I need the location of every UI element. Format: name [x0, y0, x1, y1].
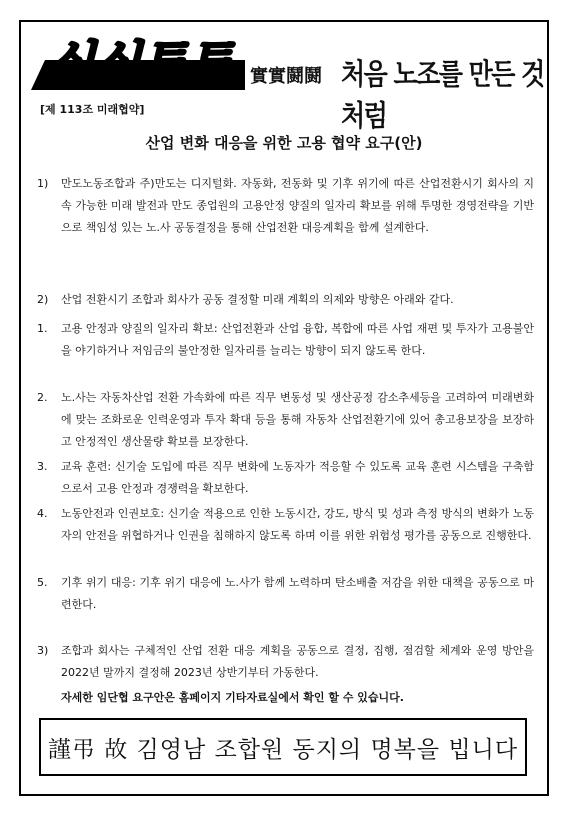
item-text: 산업 전환시기 조합과 회사가 공동 결정할 미래 계획의 의제와 방향은 아래와 같다.: [61, 293, 454, 306]
list-item: [37, 456, 534, 500]
list-item: [37, 289, 534, 311]
list-item: [37, 572, 534, 616]
header-slogan: 처음 노조를 만든 것 처럼: [341, 57, 544, 133]
item-number: 1.: [37, 322, 48, 335]
item-text: 고용 안정과 양질의 일자리 확보: 산업전환과 산업 융합, 복합에 따른 사업 재편 및 투자가 고용불안을 야기하거나 저임금의 불안정한 일자리를 늘리는 방향이 되지 않도록 한다.: [61, 322, 534, 357]
item-number: 5.: [37, 576, 48, 589]
item-text: 노동안전과 인권보호: 신기술 적용으로 인한 노동시간, 강도, 방식 및 성과 측정 방식의 변화가 노동자의 안전을 위협하거나 인권을 침해하지 않도록 하며 이를 위한 위험성 평가를 공동으로 진행한다.: [61, 507, 534, 542]
list-item: [37, 640, 534, 684]
item-number: 3.: [37, 460, 48, 473]
item-number: 4.: [37, 507, 48, 520]
item-number: 3): [37, 644, 49, 657]
item-text: 교육 훈련: 신기술 도입에 따른 직무 변화에 노동자가 적응할 수 있도록 교육 훈련 시스템을 구축함으로서 고용 안정과 경쟁력을 확보한다.: [61, 460, 534, 495]
item-text: 기후 위기 대응: 기후 위기 대응에 노.사가 함께 노력하며 탄소배출 저감을 위한 대책을 공동으로 마련한다.: [61, 576, 534, 611]
item-number: 1): [37, 177, 49, 190]
article-number: [제 113조 미래협약]: [40, 103, 145, 116]
homepage-note: 자세한 임단협 요구안은 홈페이지 기타자료실에서 확인 할 수 있습니다.: [61, 691, 404, 704]
item-number: 2): [37, 293, 49, 306]
list-item: [37, 503, 534, 547]
memorial-text: 謹弔 故 김영남 조합원 동지의 명복을 빕니다: [47, 736, 519, 763]
item-text: 노.사는 자동차산업 전환 가속화에 따른 직무 변동성 및 생산공정 감소추세등을 고려하여 미래변화에 맞는 조화로운 인력운영과 투자 확대 등을 통해 자동차 산업전환기에 있어 총고용보장을 보장하고 안정적인 생산물량 확보를 보장한다.: [61, 391, 534, 448]
logo: [31, 32, 245, 90]
item-number: 2.: [37, 391, 48, 404]
item-text: 만도노동조합과 주)만도는 디지털화. 자동화, 전동화 및 기후 위기에 따른 산업전환시기 회사의 지속 가능한 미래 발전과 만도 종업원의 고용안정 양질의 일자리 확보를 위해 투명한 경영전략을 기반으로 책임성 있는 노.사 공동결정을 통해 산업전환 대응계획을 함께 설계한다.: [61, 177, 534, 234]
document-page: [19, 20, 549, 796]
logo-graphic: [31, 32, 245, 90]
memorial-box: [39, 718, 527, 776]
header-hanja: 實實鬪鬪: [250, 66, 322, 87]
list-item: [37, 318, 534, 362]
item-text: 조합과 회사는 구체적인 산업 전환 대응 계획을 공동으로 결정, 집행, 점검할 체계와 운영 방안을 2022년 말까지 결정해 2023년 상반기부터 가동한다.: [61, 644, 534, 679]
logo-text: 실실투투: [46, 36, 232, 90]
list-item: [37, 387, 534, 453]
list-item: [37, 173, 534, 239]
document-title: 산업 변화 대응을 위한 고용 협약 요구(안): [145, 134, 423, 152]
